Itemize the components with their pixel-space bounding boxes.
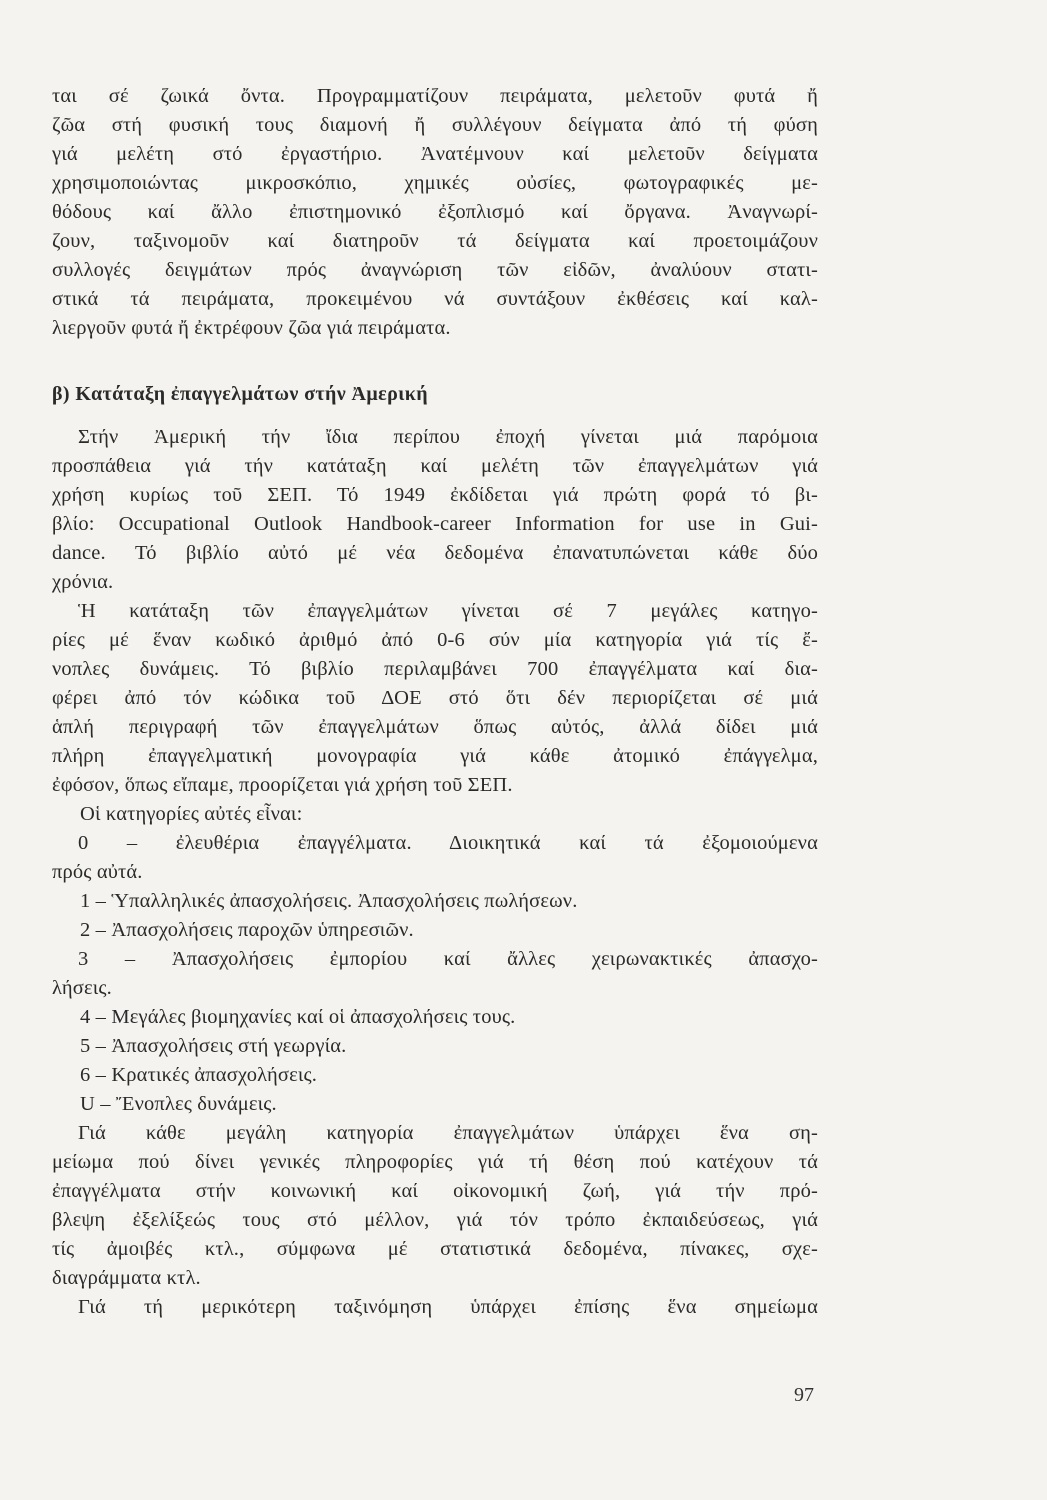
category-item-0-cont: πρός αὐτά. [52, 861, 143, 883]
paragraph-continued [52, 82, 818, 343]
text-line: ἐπαγγέλματα στήν κοινωνική καί οἰκονομική ζωή, γιά τήν πρό- [52, 1180, 818, 1202]
text-line: χρησιμοποιώντας μικροσκόπιο, χημικές οὐσίες, φωτογραφικές με- [52, 172, 818, 194]
category-item-4: 4 – Μεγάλες βιομηχανίες καί οἱ ἀπασχολήσεις τους. [80, 1006, 516, 1028]
category-item-6: 6 – Κρατικές ἀπασχολήσεις. [80, 1064, 318, 1086]
text-line: χρήση κυρίως τοῦ ΣΕΠ. Τό 1949 ἐκδίδεται γιά πρώτη φορά τό βι- [52, 484, 818, 506]
text-line: ζουν, ταξινομοῦν καί διατηροῦν τά δείγματα καί προετοιμάζουν [52, 230, 818, 252]
text-line: μείωμα πού δίνει γενικές πληροφορίες γιά τή θέση πού κατέχουν τά [52, 1151, 818, 1173]
text-line: φέρει ἀπό τόν κώδικα τοῦ ΔΟΕ στό ὅτι δέν περιορίζεται σέ μιά [52, 687, 818, 709]
text-line: Γιά τή μερικότερη ταξινόμηση ὑπάρχει ἐπίσης ἕνα σημείωμα [78, 1296, 818, 1318]
text-line: ρίες μέ ἕναν κωδικό ἀριθμό ἀπό 0-6 σύν μία κατηγορία γιά τίς ἔ- [52, 629, 818, 651]
category-item-2: 2 – Ἀπασχολήσεις παροχῶν ὑπηρεσιῶν. [80, 919, 414, 941]
text-line: Ἡ κατάταξη τῶν ἐπαγγελμάτων γίνεται σέ 7 μεγάλες κατηγο- [78, 600, 818, 622]
text-line: βλεψη ἐξελίξεώς τους στό μέλλον, γιά τόν τρόπο ἐκπαιδεύσεως, γιά [52, 1209, 818, 1231]
text-line: ἁπλή περιγραφή τῶν ἐπαγγελμάτων ὅπως αὐτός, ἀλλά δίδει μιά [52, 716, 818, 738]
category-item-0: 0 – ἐλευθέρια ἐπαγγέλματα. Διοικητικά καί τά ἐξομοιούμενα [78, 832, 818, 854]
page-number: 97 [794, 1384, 814, 1406]
text-line: λιεργοῦν φυτά ἤ ἐκτρέφουν ζῶα γιά πειράματα. [52, 317, 451, 339]
text-line: Στήν Ἀμερική τήν ἴδια περίπου ἐποχή γίνεται μιά παρόμοια [78, 426, 818, 448]
text-line: προσπάθεια γιά τήν κατάταξη καί μελέτη τῶν ἐπαγγελμάτων γιά [52, 455, 818, 477]
text-line: στικά τά πειράματα, προκειμένου νά συντάξουν ἐκθέσεις καί καλ- [52, 288, 818, 310]
category-item-3-cont: λήσεις. [52, 977, 112, 999]
text-line: βλίο: Occupational Outlook Handbook-career Information for use in Gui- [52, 513, 818, 535]
category-item-1: 1 – Ὑπαλληλικές ἀπασχολήσεις. Ἀπασχολήσεις πωλήσεων. [80, 890, 578, 912]
category-item-5: 5 – Ἀπασχολήσεις στή γεωργία. [80, 1035, 347, 1057]
text-line: ἐφόσον, ὅπως εἴπαμε, προορίζεται γιά χρήση τοῦ ΣΕΠ. [52, 774, 513, 796]
text-line: πλήρη ἐπαγγελματική μονογραφία γιά κάθε ἀτομικό ἐπάγγελμα, [52, 745, 818, 767]
categories-intro: Οἱ κατηγορίες αὐτές εἶναι: [80, 803, 303, 825]
text-line: θόδους καί ἄλλο ἐπιστημονικό ἐξοπλισμό καί ὄργανα. Ἀναγνωρί- [52, 201, 818, 223]
section-heading: β) Κατάταξη ἐπαγγελμάτων στήν Ἀμερική [52, 383, 429, 405]
text-line: ται σέ ζωικά ὄντα. Προγραμματίζουν πειράματα, μελετοῦν φυτά ἤ [52, 85, 818, 107]
text-line: νοπλες δυνάμεις. Τό βιβλίο περιλαμβάνει 700 ἐπαγγέλματα καί δια- [52, 658, 818, 680]
text-line: διαγράμματα κτλ. [52, 1267, 201, 1289]
text-line: συλλογές δειγμάτων πρός ἀναγνώριση τῶν εἰδῶν, ἀναλύουν στατι- [52, 259, 818, 281]
text-line: Γιά κάθε μεγάλη κατηγορία ἐπαγγελμάτων ὑπάρχει ἕνα ση- [78, 1122, 818, 1144]
text-line: ζῶα στή φυσική τους διαμονή ἤ συλλέγουν δείγματα ἀπό τή φύση [52, 114, 818, 136]
text-line: dance. Τό βιβλίο αὐτό μέ νέα δεδομένα ἐπανατυπώνεται κάθε δύο [52, 542, 818, 564]
category-item-u: U – Ἔνοπλες δυνάμεις. [80, 1093, 277, 1115]
section-america [52, 370, 818, 1322]
text-line: χρόνια. [52, 571, 114, 593]
category-item-3: 3 – Ἀπασχολήσεις ἐμπορίου καί ἄλλες χειρωνακτικές ἀπασχο- [78, 948, 818, 970]
text-line: τίς ἀμοιβές κτλ., σύμφωνα μέ στατιστικά δεδομένα, πίνακες, σχε- [52, 1238, 818, 1260]
text-line: γιά μελέτη στό ἐργαστήριο. Ἀνατέμνουν καί μελετοῦν δείγματα [52, 143, 818, 165]
